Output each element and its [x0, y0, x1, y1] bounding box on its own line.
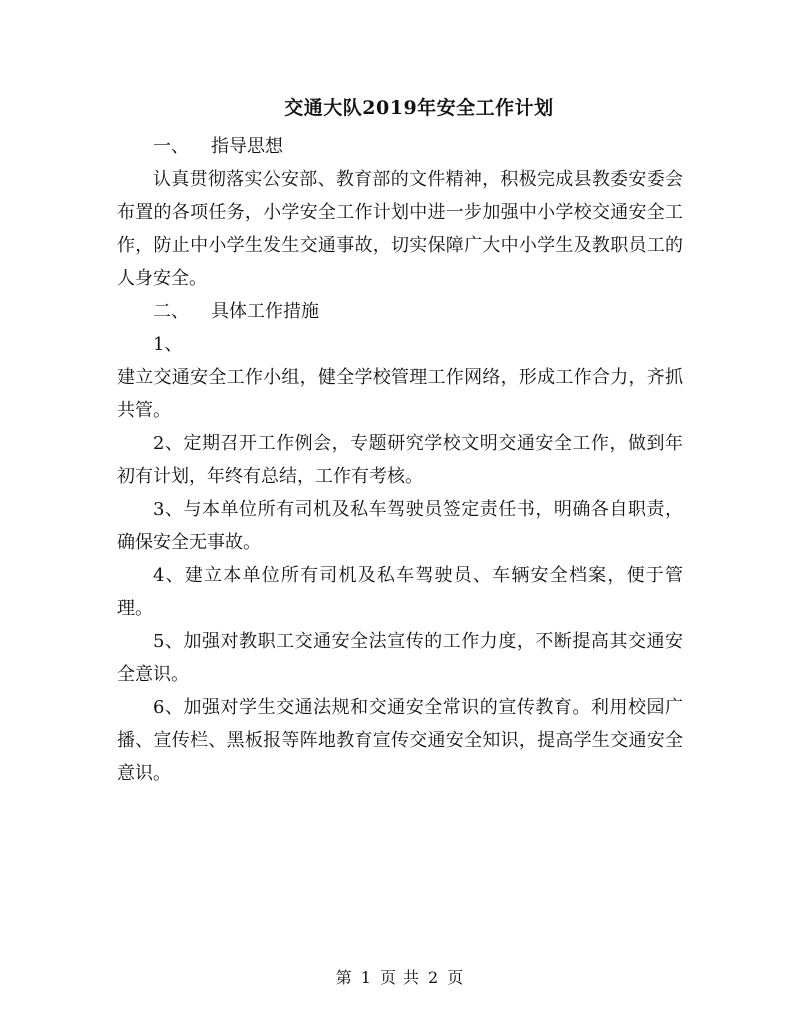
item-4: 4、建立本单位所有司机及私车驾驶员、车辆安全档案，便于管理。 [117, 565, 683, 619]
section-2-number: 二、 [153, 301, 189, 322]
footer-middle: 页 共 [379, 968, 421, 987]
item-2: 2、定期召开工作例会，专题研究学校文明交通安全工作，做到年初有计划，年终有总结，工作有考核。 [117, 433, 683, 487]
item-5: 5、加强对教职工交通安全法宣传的工作力度，不断提高其交通安全意识。 [117, 631, 683, 685]
footer-total-pages: 2 [428, 968, 440, 987]
document-title: 交通大队2019年安全工作计划 [284, 97, 554, 119]
item-1-text: 建立交通安全工作小组，健全学校管理工作网络，形成工作合力，齐抓共管。 [117, 367, 683, 421]
item-3: 3、与本单位所有司机及私车驾驶员签定责任书，明确各自职责，确保安全无事故。 [117, 499, 683, 553]
section-2-heading [117, 295, 683, 328]
footer-suffix: 页 [447, 968, 465, 987]
paragraph-guiding-ideas: 认真贯彻落实公安部、教育部的文件精神，积极完成县教委安委会布置的各项任务，小学安全工作计划中进一步加强中小学校交通安全工作，防止中小学生发生交通事故，切实保障广大中小学生及教职员工的人身安全。 [117, 169, 683, 289]
section-1-heading [117, 130, 683, 163]
item-1-number: 1、 [153, 334, 183, 355]
section-2-title: 具体工作措施 [211, 301, 319, 322]
footer-page-number: 1 [360, 968, 372, 987]
footer-prefix: 第 [335, 968, 353, 987]
document-body [117, 130, 683, 790]
page-footer [0, 965, 800, 988]
section-1-number: 一、 [153, 136, 189, 157]
item-6: 6、加强对学生交通法规和交通安全常识的宣传教育。利用校园广播、宣传栏、黑板报等阵地教育宣传交通安全知识，提高学生交通安全意识。 [117, 697, 683, 784]
section-1-title: 指导思想 [211, 136, 283, 157]
